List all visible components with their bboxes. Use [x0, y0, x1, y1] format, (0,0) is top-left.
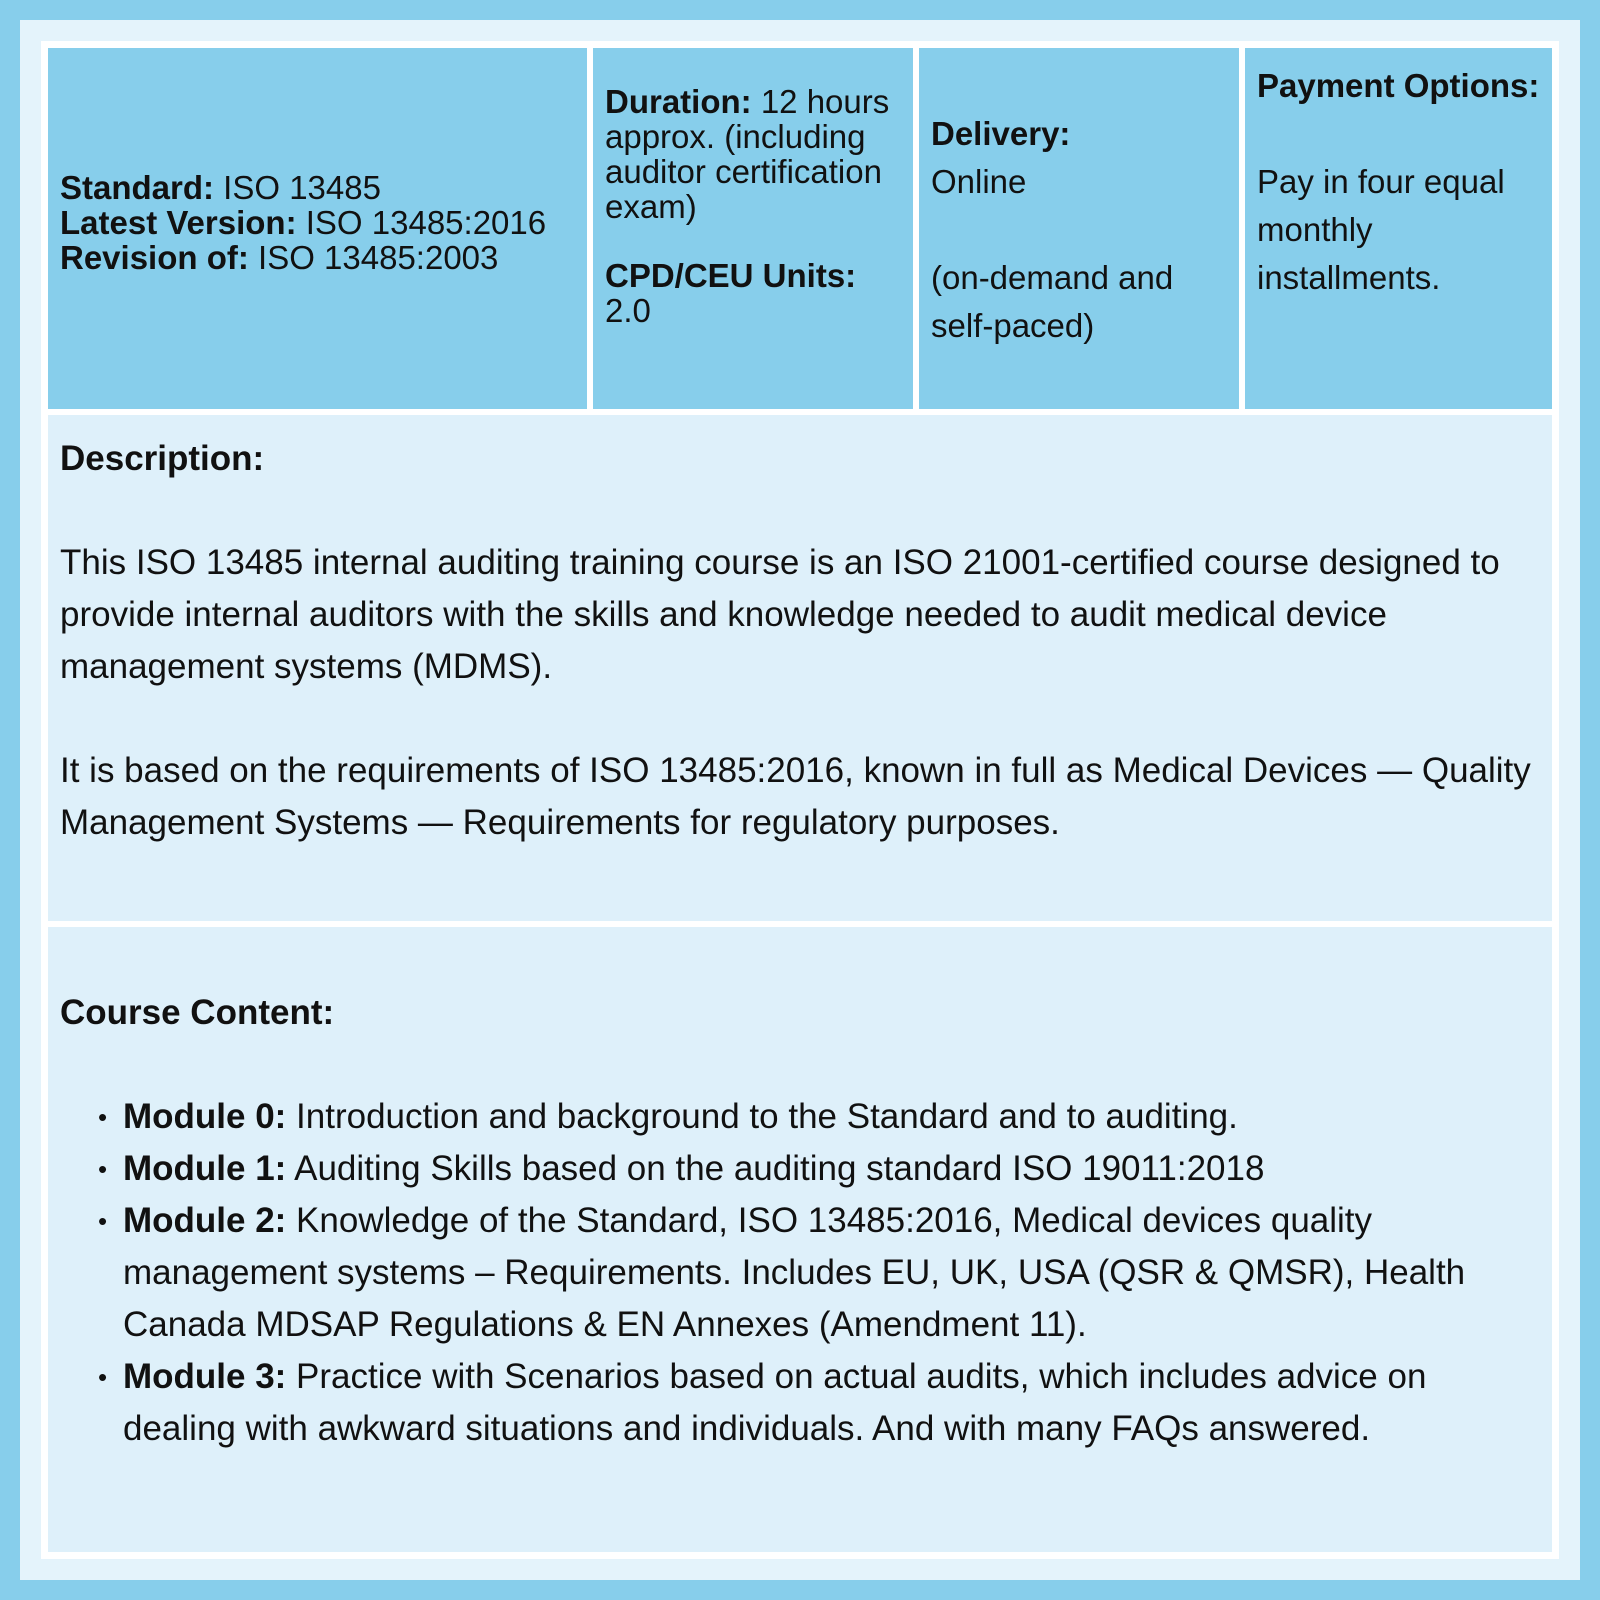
delivery-cell [919, 48, 1239, 409]
course-content-heading [60, 987, 1540, 1039]
delivery-value: Online [931, 163, 1027, 200]
description-heading [60, 433, 1540, 485]
cpd-label [605, 258, 910, 293]
latest-version-value: ISO 13485:2016 [296, 204, 547, 241]
description-paragraph-1: This ISO 13485 internal auditing training course is an ISO 21001-certified course designed to provide internal auditors with the skills and knowledge needed to audit medical device management systems (MDMS). [60, 543, 1500, 686]
description-cell [48, 415, 1552, 921]
page-frame [20, 20, 1580, 1580]
module-text: Knowledge of the Standard, ISO 13485:2016, Medical devices quality management systems – Requirements. Includes EU, UK, USA (QSR & QMSR), Health Canada MDSAP Regulations & EN Annexes (Amendment 11). [123, 1201, 1466, 1344]
bullet-icon: • [98, 1362, 108, 1392]
module-item-1 [60, 1143, 1540, 1195]
course-content-cell [48, 927, 1552, 1552]
payment-cell [1245, 48, 1552, 409]
standard-line [60, 170, 585, 205]
latest-version-label: Latest Version: [60, 204, 297, 241]
bullet-icon: • [98, 1154, 108, 1184]
module-item-0 [60, 1091, 1540, 1143]
duration-value: 12 hours approx. (including auditor certification exam) [605, 83, 890, 225]
bullet-icon: • [98, 1102, 108, 1132]
module-list [60, 1091, 1540, 1455]
latest-version-line [60, 205, 585, 240]
module-item-2 [60, 1195, 1540, 1351]
description-paragraph-2: It is based on the requirements of ISO 13485:2016, known in full as Medical Devices — Quality Management Systems — Requirements for regulatory purposes. [60, 751, 1531, 842]
payment-value: Pay in four equal monthly installments. [1257, 163, 1505, 296]
revision-value: ISO 13485:2003 [248, 239, 499, 276]
payment-label-text: Payment Options: [1257, 67, 1540, 104]
duration-cell [593, 48, 913, 409]
bullet-icon: • [98, 1206, 108, 1236]
standard-value: ISO 13485 [214, 169, 381, 206]
course-info-table [41, 41, 1559, 1559]
revision-label: Revision of: [60, 239, 249, 276]
course-content-heading-text: Course Content: [60, 993, 335, 1032]
delivery-label [931, 110, 1231, 158]
duration-label: Duration: [605, 83, 752, 120]
cpd-value: 2.0 [605, 292, 651, 329]
standard-cell [48, 48, 587, 409]
payment-label [1257, 62, 1547, 110]
duration-line [605, 84, 910, 224]
module-label: Module 1: [123, 1149, 287, 1188]
module-text: Practice with Scenarios based on actual audits, which includes advice on dealing with awkward situations and individuals. And with many FAQs answered. [123, 1357, 1427, 1448]
module-text: Introduction and background to the Standard and to auditing. [286, 1097, 1238, 1136]
standard-label: Standard: [60, 169, 215, 206]
description-heading-text: Description: [60, 439, 265, 478]
module-item-3 [60, 1351, 1540, 1455]
delivery-label-text: Delivery: [931, 115, 1071, 152]
module-label: Module 2: [123, 1201, 287, 1240]
module-text: Auditing Skills based on the auditing standard ISO 19011:2018 [286, 1149, 1265, 1188]
revision-line [60, 240, 585, 275]
delivery-note: (on-demand and self-paced) [931, 259, 1174, 344]
module-label: Module 3: [123, 1357, 287, 1396]
cpd-label-text: CPD/CEU Units: [605, 257, 857, 294]
module-label: Module 0: [123, 1097, 287, 1136]
